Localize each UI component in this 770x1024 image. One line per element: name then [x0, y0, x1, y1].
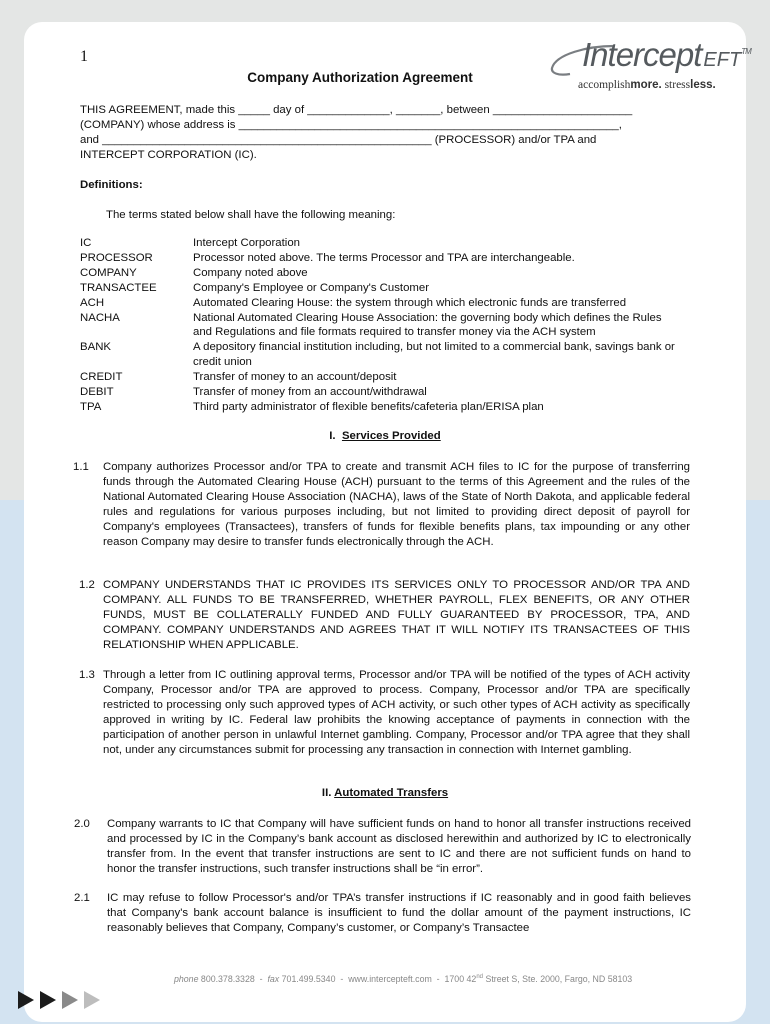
definition-term: IC — [80, 237, 92, 249]
clause-1-2 — [79, 578, 691, 658]
clause-text: Company authorizes Processor and/or TPA to create and transmit ACH files to IC for the purpose of transferring funds through the Automated Clearing House (ACH) pursuant to the terms of this Agreement and the rules of the National Automated Clearing House Association (NACHA), laws of the State of North Dakota, and applicable federal rules and regulations for various purposes including, but not limited to providing direct deposit of payroll for Company's employees (Transactees), transfers of funds for flexible benefits plans, tax impounding or any other reason Company may desire to transfer funds electronically through the ACH. — [103, 461, 690, 548]
clause-number: 1.1 — [73, 461, 89, 473]
footer-address-rest: Street S, Ste. 2000, Fargo, ND 58103 — [483, 974, 633, 984]
definition-meaning: Processor noted above. The terms Processor and TPA are interchangeable. — [193, 251, 575, 264]
logo-brand-name: Intercept — [582, 36, 702, 73]
definition-row — [80, 370, 683, 385]
definitions-list — [80, 236, 683, 415]
footer-separator: - — [254, 974, 268, 984]
clause-text: IC may refuse to follow Processor's and/or TPA’s transfer instructions if IC reasonably and in good faith believes that Company's bank account balance is insufficient to fund the dollar amount of the payment instructions, IC reasonably believes that Company, Company’s customer, or Company’s Transactee — [107, 892, 691, 934]
arrow-right-icon — [60, 990, 80, 1010]
clause-number: 2.0 — [74, 818, 90, 830]
definition-meaning: Company noted above — [193, 266, 308, 279]
tagline-part-3: stress — [664, 79, 691, 91]
arrow-right-icon — [82, 990, 102, 1010]
footer-separator: - — [431, 974, 445, 984]
tagline-part-2: more. — [630, 79, 662, 91]
intro-line-2: (COMPANY) whose address is ____________________________________________________________, — [80, 118, 622, 131]
footer-website[interactable]: www.intercepteft.com — [348, 974, 432, 984]
definition-term: TRANSACTEE — [80, 281, 157, 294]
footer-separator: - — [335, 974, 349, 984]
footer-phone: 800.378.3328 — [200, 974, 255, 984]
footer-address-sup: nd — [476, 974, 484, 981]
footer-fax-label: fax — [267, 974, 280, 984]
definition-term: DEBIT — [80, 386, 114, 399]
tagline-part-4: less. — [690, 79, 716, 91]
definition-row — [80, 400, 683, 415]
section-2-numeral: II. — [321, 787, 332, 799]
clause-text: Company warrants to IC that Company will have sufficient funds on hand to honor all transfer instructions received and processed by IC in the Company’s bank account as disclosed herewithin and authorized by IC to electronically transfer from. In the event that transfer instructions are sent to IC and there are not sufficient funds on hand to honor the transfer instructions, such transfer instructions shall be “in error”. — [107, 818, 691, 875]
definition-meaning: Intercept Corporation — [193, 237, 301, 249]
definition-meaning: Automated Clearing House: the system through which electronic funds are transferred — [193, 296, 627, 309]
definition-row — [80, 251, 683, 266]
section-1-title: Services Provided — [341, 430, 441, 442]
footer-phone-label: phone — [174, 974, 199, 984]
logo-brand — [582, 36, 751, 74]
clause-text: COMPANY UNDERSTANDS THAT IC PROVIDES ITS SERVICES ONLY TO PROCESSOR AND/OR TPA AND COMPANY. ALL FUNDS TO BE TRANSFERRED, WHETHER PAYROLL, FLEX BENEFITS, OR ANY OTHER FUNDS, MUST BE COLLATERALLY FUNDED AND FULLY GUARANTEED BY PROCESSOR, TPA, AND COMPANY. COMPANY UNDERSTANDS AND AGREES THAT IT WILL NOTIFY ITS TRANSACTEES OF THIS RELATIONSHIP WHEN APPLICABLE. — [103, 579, 690, 651]
document-title-wrap — [24, 70, 746, 85]
section-2-heading — [24, 787, 746, 799]
page-number: 1 — [80, 48, 88, 65]
clause-2-0 — [74, 817, 691, 897]
intercept-eft-logo — [548, 36, 751, 98]
definition-term: BANK — [80, 341, 112, 354]
arrow-right-icon — [16, 990, 36, 1010]
definition-row — [80, 340, 683, 370]
arrows-decoration — [16, 990, 102, 1010]
logo-brand-suffix: EFT — [703, 49, 742, 71]
arrow-right-icon — [38, 990, 58, 1010]
intro-line-4: INTERCEPT CORPORATION (IC). — [80, 148, 257, 161]
clause-2-1 — [74, 891, 691, 941]
footer-fax: 701.499.5340 — [281, 974, 336, 984]
definition-meaning: A depository financial institution including, but not limited to a commercial bank, savings bank or credit union — [193, 341, 675, 369]
definition-row — [80, 385, 683, 400]
definitions-label: Definitions: — [80, 179, 143, 191]
intro-line-1: THIS AGREEMENT, made this _____ day of _____________, _______, between ______________________ — [80, 104, 633, 116]
section-1-heading — [24, 430, 746, 442]
clause-number: 2.1 — [74, 892, 90, 904]
definition-term: PROCESSOR — [80, 251, 153, 264]
definition-row — [80, 296, 683, 311]
section-2-title: Automated Transfers — [334, 787, 449, 799]
clause-number: 1.2 — [79, 579, 95, 591]
definition-term: CREDIT — [80, 371, 123, 384]
section-1-numeral: I. — [329, 430, 336, 442]
definition-row — [80, 311, 683, 341]
clause-1-3 — [79, 668, 691, 778]
definition-meaning: Transfer of money from an account/withdrawal — [193, 386, 427, 399]
clause-text: Through a letter from IC outlining approval terms, Processor and/or TPA will be notified of the types of ACH activity Company, Processor and/or TPA are approved to process. Company, Processor and/or TPA are specifically restricted to processing only such approved types of ACH activity, or such other types of ACH activity as specifically approved in writing by IC. Federal law prohibits the knowing acceptance of payments in connection with the participation of another person in unlawful Internet gambling. Company, Processor and/or TPA agree that they shall not, under any circumstances submit for processing any transaction in connection with Internet gambling. — [103, 669, 690, 756]
definition-meaning: Third party administrator of flexible benefits/cafeteria plan/ERISA plan — [193, 400, 544, 413]
document-page — [24, 22, 751, 1022]
agreement-intro — [80, 103, 700, 163]
definition-meaning: Company's Employee or Company's Customer — [193, 281, 430, 294]
footer-address: 1700 42 — [444, 974, 477, 984]
definition-term: TPA — [80, 400, 102, 413]
definition-row — [80, 236, 683, 251]
definition-row — [80, 281, 683, 296]
definition-term: COMPANY — [80, 266, 137, 279]
definition-term: ACH — [80, 296, 105, 309]
clause-1-1 — [73, 460, 691, 560]
footer-contact — [174, 974, 632, 984]
logo-trademark: TM — [741, 47, 751, 56]
tagline-part-1: accomplish — [578, 79, 631, 91]
definitions-intro: The terms stated below shall have the following meaning: — [106, 209, 396, 221]
document-title: Company Authorization Agreement — [247, 70, 473, 85]
intro-line-3: and ____________________________________________________ (PROCESSOR) and/or TPA and — [80, 133, 597, 146]
definition-meaning: National Automated Clearing House Association: the governing body which defines the Rules and Regulations and file formats required to transfer money via the ACH system — [193, 311, 662, 339]
clause-number: 1.3 — [79, 669, 95, 681]
definition-meaning: Transfer of money to an account/deposit — [193, 371, 397, 384]
definition-row — [80, 266, 683, 281]
definition-term: NACHA — [80, 311, 120, 324]
